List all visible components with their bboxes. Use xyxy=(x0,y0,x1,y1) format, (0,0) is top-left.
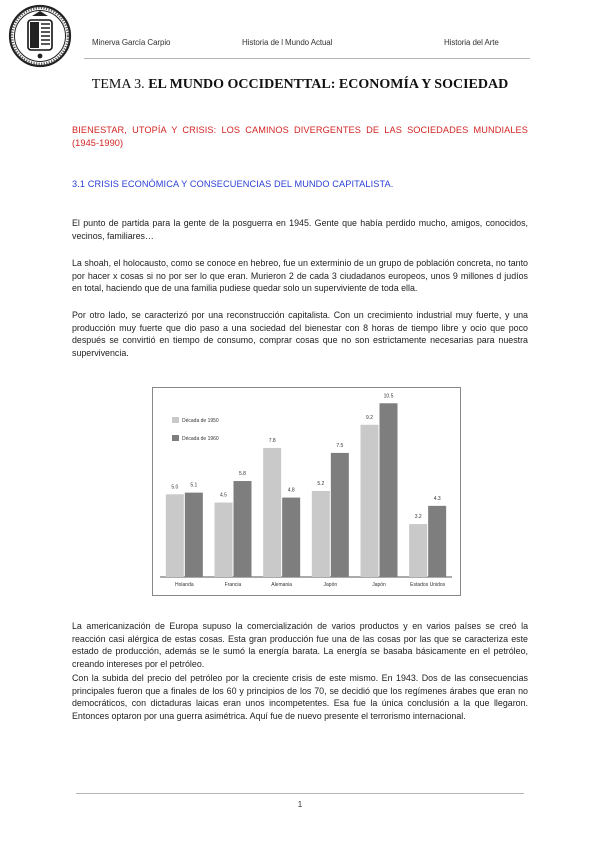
data-label: 3.2 xyxy=(414,514,422,521)
bar-1-4 xyxy=(312,491,330,577)
legend-swatch xyxy=(172,435,179,441)
data-label: 4.5 xyxy=(220,492,227,499)
bar-1-2 xyxy=(215,503,233,577)
section-heading: 3.1 CRISIS ECONÓMICA Y CONSECUENCIAS DEL MUNDO CAPITALISTA. xyxy=(72,179,394,189)
bar-1-5 xyxy=(361,425,379,577)
category-label: Estados Unidos xyxy=(410,582,446,588)
data-label: 4.3 xyxy=(433,495,441,502)
page-title xyxy=(0,77,600,93)
category-label: Alemania xyxy=(271,582,293,588)
data-label: 10.5 xyxy=(383,393,394,400)
bar-1-3 xyxy=(263,448,281,577)
bar-2-2 xyxy=(234,481,252,577)
header-divider xyxy=(84,58,530,59)
data-label: 5.2 xyxy=(317,480,325,487)
legend-label: Década de 1960 xyxy=(182,436,219,442)
header-author: Minerva García Carpio xyxy=(92,38,171,47)
title-prefix: TEMA 3. xyxy=(91,77,145,92)
paragraph-2: La shoah, el holocausto, como se conoce en hebreo, fue un exterminio de un grupo de población concreta, no tanto por hacer x cosas si no por ser lo que eran. Murieron 2 de cada 3 ciudadanos europeos, unos 9 millones d judíos en total, haciendo que de una familia pudiese quedar solo un superviviente de toda ella. xyxy=(72,258,528,294)
data-label: 5.0 xyxy=(171,484,179,491)
bar-2-3 xyxy=(282,498,300,577)
data-label: 7.8 xyxy=(268,437,276,444)
category-label: Japón xyxy=(323,582,338,588)
legend-swatch xyxy=(172,417,179,423)
title-main: EL MUNDO OCCIDENTTAL: ECONOMÍA Y SOCIEDAD xyxy=(148,77,509,92)
paragraph-4: La americanización de Europa supuso la comercialización de varios productos y en varios países se creó la reacción casi alérgica de estas cosas. Esta gran producción fue una de las cosas por las que se caracteriza este estado de producción, además se le sumó la energía barata. La energía se basaba básicamente en el petróleo, creando intereses por el petróleo. xyxy=(72,621,528,669)
subtitle: BIENESTAR, UTOPÍA Y CRISIS: LOS CAMINOS DIVERGENTES DE LAS SOCIEDADES MUNDIALES (1945-1990) xyxy=(72,125,528,148)
category-label: Japón xyxy=(372,582,386,588)
footer-divider xyxy=(76,793,524,794)
bar-2-6 xyxy=(428,506,446,577)
data-label: 5.8 xyxy=(239,471,246,478)
paragraph-1: El punto de partida para la gente de la posguerra en 1945. Gente que había perdido mucho, amigos, conocidos, vecinos, familiares… xyxy=(72,218,528,241)
legend-label: Década de 1950 xyxy=(182,418,219,424)
paragraph-3: Por otro lado, se caracterizó por una reconstrucción capitalista. Con un crecimiento industrial muy fuerte, y una producción muy fuerte que dio paso a una sociedad del bienestar con 8 horas de tiempo libre y ocio que poco después se convirtió en tiempo de consumo, comprar cosas que no son estrictamente necesarias para nuestra supervivencia. xyxy=(72,310,528,358)
bar-2-4 xyxy=(331,453,349,577)
university-seal xyxy=(8,4,72,68)
bar-1-1 xyxy=(166,494,184,577)
category-label: Francia xyxy=(224,582,242,588)
header-subject: Historia del Arte xyxy=(444,38,499,47)
data-label: 7.5 xyxy=(336,442,344,449)
bar-1-6 xyxy=(409,524,427,577)
data-label: 9.2 xyxy=(366,414,373,421)
bar-2-5 xyxy=(380,403,398,577)
paragraph-5: Con la subida del precio del petróleo por la creciente crisis de este mismo. En 1943. Dos de las consecuencias principales fueron que a finales de los 60 y principios de los 70, se decidió que los regímenes árabes que eran no democráticos, con dictaduras laicas eran unos incompetentes. Esa fue la única conclusión a la que llegaron. Entonces optaron por una guerra asimétrica. Aquí fue de nuevo presente el terrorismo internacional. xyxy=(72,673,528,721)
bar-chart xyxy=(152,387,461,596)
page-number: 1 xyxy=(297,800,303,809)
category-label: Holanda xyxy=(175,582,194,588)
data-label: 4.8 xyxy=(287,487,295,494)
data-label: 5.1 xyxy=(190,482,198,489)
bar-2-1 xyxy=(185,493,203,577)
header-course: Historia de l Mundo Actual xyxy=(242,38,333,47)
